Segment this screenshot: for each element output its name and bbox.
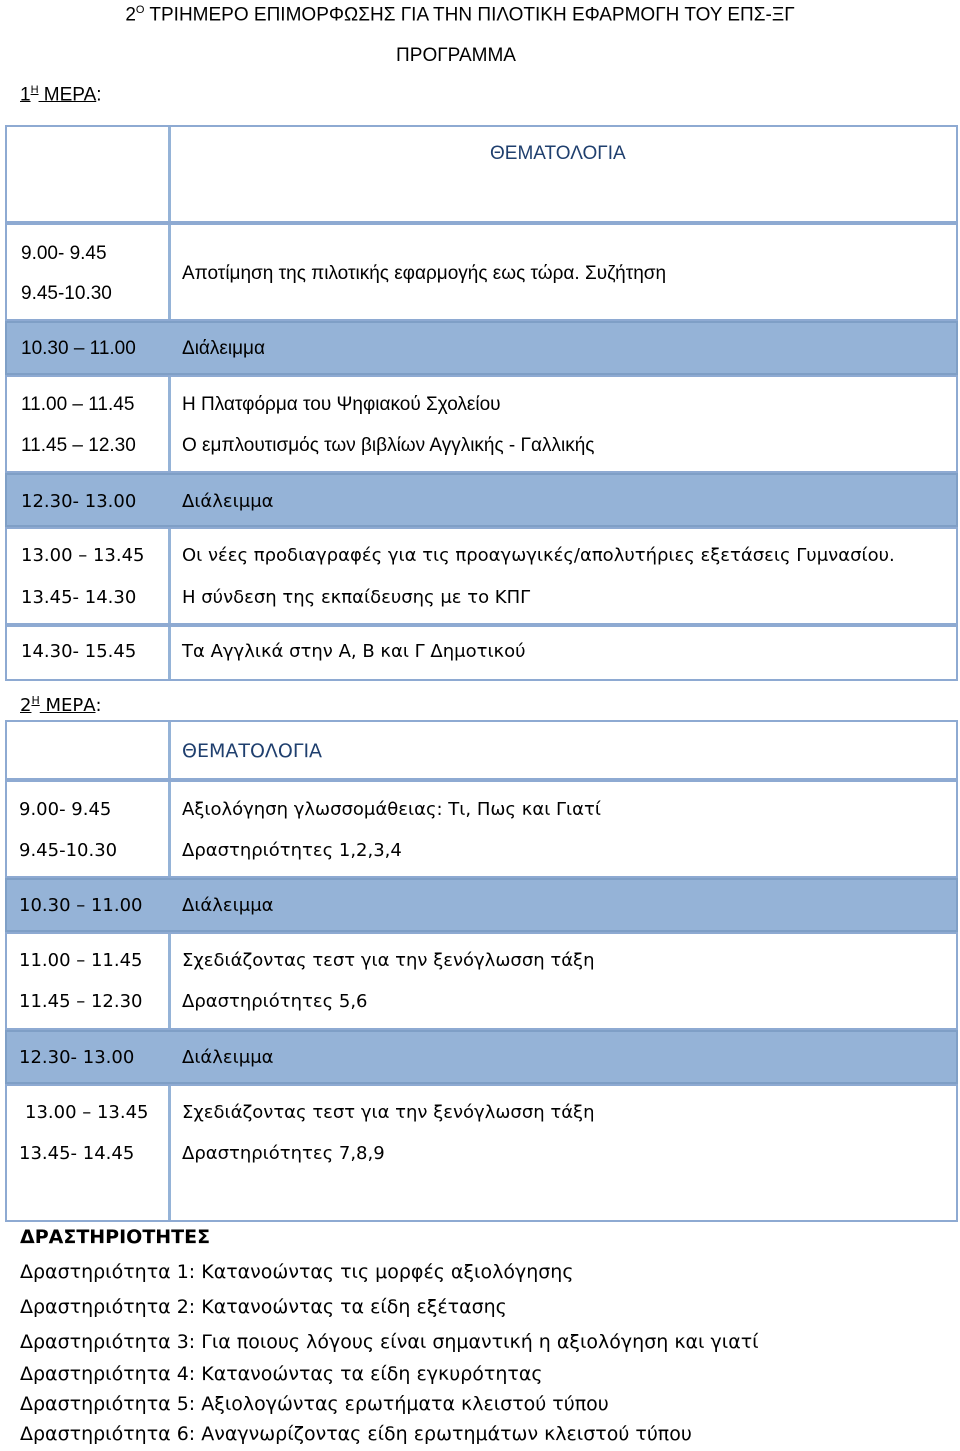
day2-heading [20,694,102,716]
day2-colon: : [95,695,102,716]
session-topic: Ο εμπλουτισμός των βιβλίων Αγγλικής - Γαλλικής [182,435,595,456]
break-row [5,878,958,932]
column-divider [168,1086,171,1220]
table-row [5,375,958,473]
activity-item: Δραστηριότητα 1: Κατανοώντας τις μορφές αξιολόγησης [20,1261,574,1283]
day2-theme-header: ΘΕΜΑΤΟΛΟΓΙΑ [182,740,323,762]
day2-label: ΜΕΡΑ [39,695,96,716]
break-label: Διάλειμμα [182,895,274,916]
time-slot: 14.30- 15.45 [21,641,137,662]
title-superscript: Ο [135,4,145,16]
break-label: Διάλειμμα [182,491,274,512]
column-divider [168,377,171,471]
column-divider [168,934,171,1028]
time-slot: 9.45-10.30 [21,283,112,304]
document-title [0,4,920,26]
session-topic: Τα Αγγλικά στην Α, Β και Γ Δημοτικού [182,641,526,662]
day2-number: 2 [20,695,32,716]
day1-schedule-table [5,125,958,681]
time-slot: 10.30 – 11.00 [19,895,143,916]
table-row [5,780,958,878]
time-slot: 11.00 – 11.45 [19,950,143,971]
session-topic: Δραστηριότητες 5,6 [182,991,368,1012]
time-slot: 13.00 – 13.45 [21,545,145,566]
break-row [5,321,958,375]
time-slot: 11.45 – 12.30 [21,435,136,456]
time-slot: 12.30- 13.00 [19,1047,135,1068]
day1-number: 1 [20,84,31,106]
column-divider [168,782,171,876]
day1-theme-header-row [5,125,958,223]
document-subtitle: ΠΡΟΓΡΑΜΜΑ [396,45,516,66]
column-divider [168,225,171,319]
activities-section [20,1224,950,1449]
session-topic: Δραστηριότητες 7,8,9 [182,1143,385,1164]
day1-label: ΜΕΡΑ [38,84,97,106]
table-row [5,223,958,321]
time-slot: 13.45- 14.45 [19,1143,135,1164]
session-topic: Αξιολόγηση γλωσσομάθειας: Τι, Πως και Γιατί [182,799,601,820]
activity-item: Δραστηριότητα 2: Κατανοώντας τα είδη εξέτασης [20,1296,507,1318]
time-slot: 9.00- 9.45 [19,799,112,820]
session-topic: Η σύνδεση της εκπαίδευσης με το ΚΠΓ [182,587,531,608]
session-topic: Οι νέες προδιαγραφές για τις προαγωγικές/απολυτήριες εξετάσεις Γυμνασίου. [182,545,895,566]
activity-item: Δραστηριότητα 3: Για ποιους λόγους είναι σημαντική η αξιολόγηση και γιατί [20,1331,759,1353]
time-slot: 11.45 – 12.30 [19,991,143,1012]
activity-item: Δραστηριότητα 5: Αξιολογώντας ερωτήματα κλειστού τύπου [20,1393,609,1415]
session-topic: Η Πλατφόρμα του Ψηφιακού Σχολείου [182,394,501,415]
column-divider [168,627,171,679]
session-topic: Σχεδιάζοντας τεστ για την ξενόγλωσση τάξη [182,1102,595,1123]
activities-heading: ΔΡΑΣΤΗΡΙΟΤΗΤΕΣ [20,1226,211,1248]
activity-item: Δραστηριότητα 4: Κατανοώντας τα είδη εγκυρότητας [20,1363,543,1385]
break-row [5,473,958,527]
time-slot: 9.00- 9.45 [21,243,107,264]
column-divider [168,127,171,221]
session-topic: Σχεδιάζοντας τεστ για την ξενόγλωσση τάξη [182,950,595,971]
time-slot: 12.30- 13.00 [21,491,137,512]
day1-heading [20,84,102,106]
time-slot: 10.30 – 11.00 [21,338,136,359]
time-slot: 13.45- 14.30 [21,587,137,608]
session-topic: Δραστηριότητες 1,2,3,4 [182,840,402,861]
day1-superscript: Η [30,84,39,96]
time-slot: 13.00 – 13.45 [25,1102,149,1123]
day2-schedule-table [5,720,958,1222]
title-number: 2 [125,4,136,26]
time-slot: 9.45-10.30 [19,840,118,861]
table-row [5,932,958,1030]
day1-colon: : [96,84,102,106]
break-row [5,1030,958,1084]
table-row [5,527,958,625]
day1-theme-header: ΘΕΜΑΤΟΛΟΓΙΑ [490,143,626,164]
session-topic: Αποτίμηση της πιλοτικής εφαρμογής εως τώρα. Συζήτηση [182,263,667,284]
table-row [5,625,958,681]
activity-item: Δραστηριότητα 6: Αναγνωρίζοντας είδη ερωτημάτων κλειστού τύπου [20,1423,692,1445]
day2-superscript: Η [31,694,40,707]
title-text: ΤΡΙΗΜΕΡΟ ΕΠΙΜΟΡΦΩΣΗΣ ΓΙΑ ΤΗΝ ΠΙΛΟΤΙΚΗ ΕΦΑΡΜΟΓΗ ΤΟΥ ΕΠΣ-ΞΓ [144,4,795,26]
time-slot: 11.00 – 11.45 [21,394,135,415]
break-label: Διάλειμμα [182,1047,274,1068]
day2-theme-header-row [5,720,958,780]
column-divider [168,722,171,778]
break-label: Διάλειμμα [182,338,265,359]
table-row [5,1084,958,1222]
column-divider [168,529,171,623]
